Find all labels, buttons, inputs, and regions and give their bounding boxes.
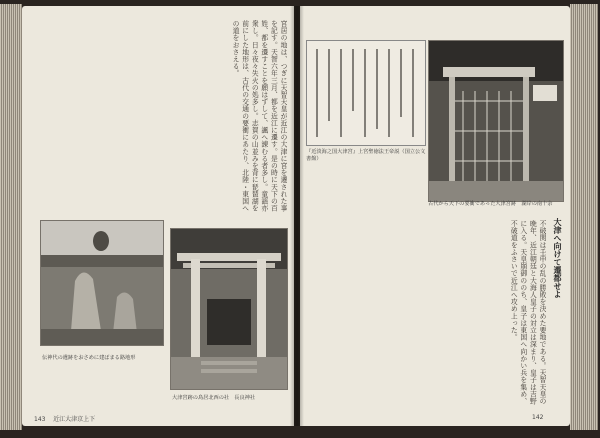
left-page [22,6,294,426]
right-page-body-text: 不破関は壬申の乱の勝敗を決めた要地である。天智天皇の晩年、近江朝廷と大海人皇子の対立は深まり、皇子は吉野に入る。天皇崩御ののち、皇子は東国へ向かい兵を集め、不破道をふさいで近江へ攻め上った。 [509,220,546,405]
page-edge-right [570,4,598,430]
shrine-torii-caption: 大津宮跡の鳥居北西の社 長良神社 [172,395,256,401]
left-page-body-text: 宮居の地は、つぎに天智天皇が近江の大津に宮を遷された事を記す。天智六年三月、都を近江に遷す。是の時に天下の百姓、都を遷すことを願はずして、諷へ諌むる者多し。童謡亦衆し。日々夜々失火の処多し。志賀の山並みを背に琵琶湖を前にした地形は、古代の交通の要衝にあたり、北陸・東国への道をおさえる。 [231,20,287,212]
stone-monument-photo [40,220,164,346]
left-page-number: 143 [34,416,46,423]
right-page-number: 142 [532,414,544,421]
left-page-footer [34,414,95,423]
document-caption: 『近淡海之国大津宮』上宮聖徳法王帝説（国立公文書館） [306,149,426,162]
shrine-torii-photo [170,228,288,390]
section-heading: 大津へ向けて遷都せよ [553,218,562,298]
gate-monument-caption: 古代から天下の要衝であった大津宮跡 湖岸の南十余 [428,201,553,207]
gate-monument-photo [428,40,564,202]
right-page [300,6,570,426]
left-running-title: 近江大津京上下 [53,416,96,423]
stone-monument-caption: 伝神代の遺跡をおさめに建ばまる路地形 [42,355,136,361]
page-edge-left [0,4,22,430]
historical-document-image [306,40,426,146]
book-gutter [290,6,304,426]
